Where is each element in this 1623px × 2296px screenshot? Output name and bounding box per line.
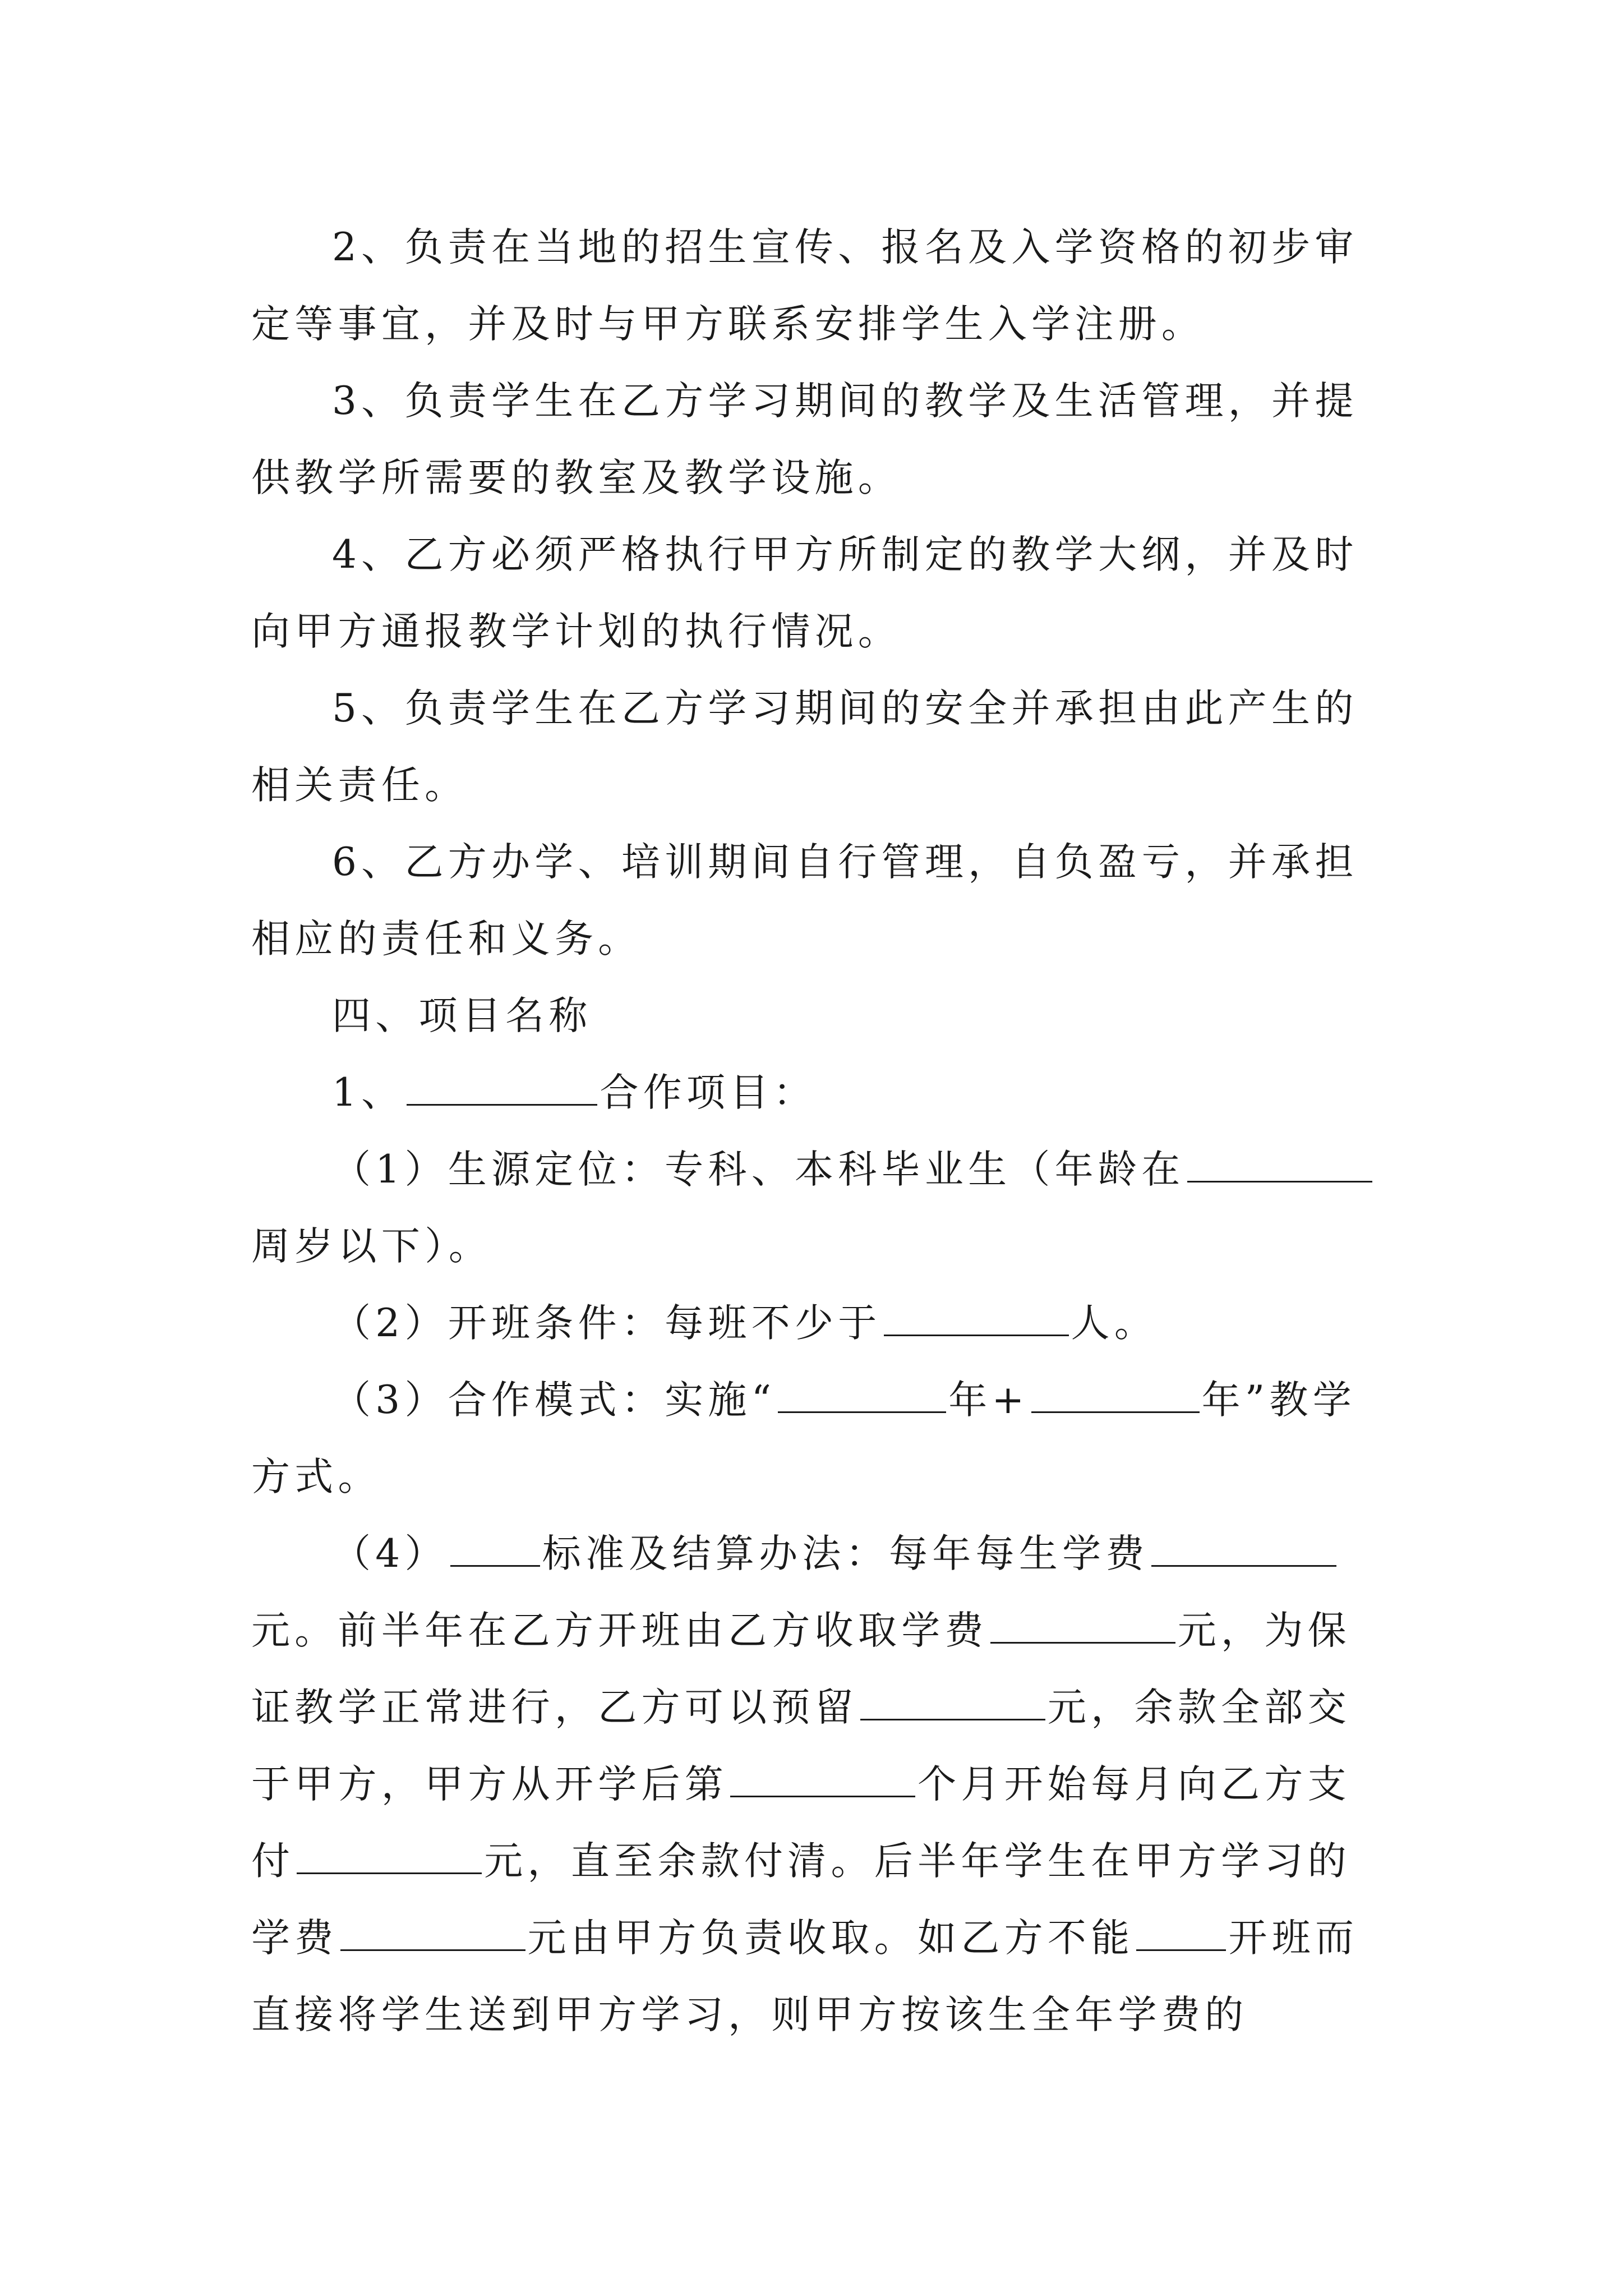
fill-blank[interactable] (1136, 1915, 1226, 1951)
text-line (332, 1515, 1378, 1593)
text-line (251, 1745, 1378, 1824)
text-line: 向甲方通报教学计划的执行情况。 (251, 609, 902, 654)
text-line (332, 1053, 1378, 1132)
fill-blank[interactable] (884, 1300, 1069, 1336)
text-line: 相关责任。 (251, 763, 468, 808)
text-span: 1、 (332, 1070, 405, 1115)
text-line (251, 1899, 1378, 1977)
text-span: （3）合作模式：实施“ (332, 1378, 776, 1423)
text-span: 个月开始每月向乙方支 (917, 1762, 1351, 1807)
text-line: 5、负责学生在乙方学习期间的安全并承担由此产生的 (332, 686, 1358, 731)
text-line: 供教学所需要的教室及教学设施。 (251, 455, 902, 500)
fill-blank[interactable] (297, 1838, 482, 1874)
text-span: 学费 (251, 1916, 338, 1961)
fill-blank[interactable] (730, 1761, 915, 1797)
fill-blank[interactable] (860, 1684, 1045, 1720)
text-span: （1）生源定位：专科、本科毕业生（年龄在 (332, 1147, 1185, 1192)
fill-blank[interactable] (407, 1069, 597, 1106)
text-span: （2）开班条件：每班不少于 (332, 1301, 882, 1346)
text-line: 直接将学生送到甲方学习，则甲方按该生全年学费的 (251, 1993, 1248, 2037)
fill-blank[interactable] (1151, 1530, 1336, 1567)
text-line: 3、负责学生在乙方学习期间的教学及生活管理，并提 (332, 379, 1358, 424)
text-span: 元，余款全部交 (1047, 1685, 1351, 1730)
text-line: 方式。 (251, 1455, 381, 1499)
text-span: 合作项目： (600, 1070, 817, 1115)
text-span: 元由甲方负责收取。如乙方不能 (527, 1916, 1135, 1961)
text-line: 6、乙方办学、培训期间自行管理，自负盈亏，并承担 (332, 840, 1358, 885)
text-line: 2、负责在当地的招生宣传、报名及入学资格的初步审 (332, 225, 1358, 270)
text-line: 4、乙方必须严格执行甲方所制定的教学大纲，并及时 (332, 532, 1358, 577)
text-line (332, 1361, 1378, 1439)
text-span: 于甲方，甲方从开学后第 (251, 1762, 728, 1807)
text-line: 相应的责任和义务。 (251, 917, 642, 961)
text-span: 元，直至余款付清。后半年学生在甲方学习的 (484, 1839, 1351, 1884)
text-span: 年”教学 (1201, 1378, 1357, 1423)
text-span: 人。 (1071, 1301, 1158, 1346)
text-line (251, 1822, 1378, 1901)
text-span: 开班而 (1228, 1916, 1359, 1961)
text-span: 标准及结算办法：每年每生学费 (542, 1531, 1149, 1576)
text-line: 定等事宜，并及时与甲方联系安排学生入学注册。 (251, 302, 1205, 347)
fill-blank[interactable] (450, 1530, 540, 1567)
fill-blank[interactable] (778, 1377, 946, 1413)
text-span: 证教学正常进行，乙方可以预留 (251, 1685, 858, 1730)
text-span: 年+ (948, 1378, 1029, 1423)
text-span: 付 (251, 1839, 295, 1884)
text-line (251, 1591, 1378, 1670)
fill-blank[interactable] (1031, 1377, 1200, 1413)
text-line (332, 1284, 1378, 1363)
text-span: 元，为保 (1177, 1608, 1351, 1653)
text-line: 周岁以下）。 (251, 1224, 492, 1269)
text-line (332, 1130, 1378, 1209)
fill-blank[interactable] (1187, 1146, 1372, 1182)
text-span: 元。前半年在乙方开班由乙方收取学费 (251, 1608, 988, 1653)
section-heading: 四、项目名称 (332, 993, 592, 1038)
text-span: （4） (332, 1531, 448, 1576)
fill-blank[interactable] (990, 1607, 1175, 1644)
fill-blank[interactable] (340, 1915, 525, 1951)
text-line (251, 1668, 1378, 1747)
